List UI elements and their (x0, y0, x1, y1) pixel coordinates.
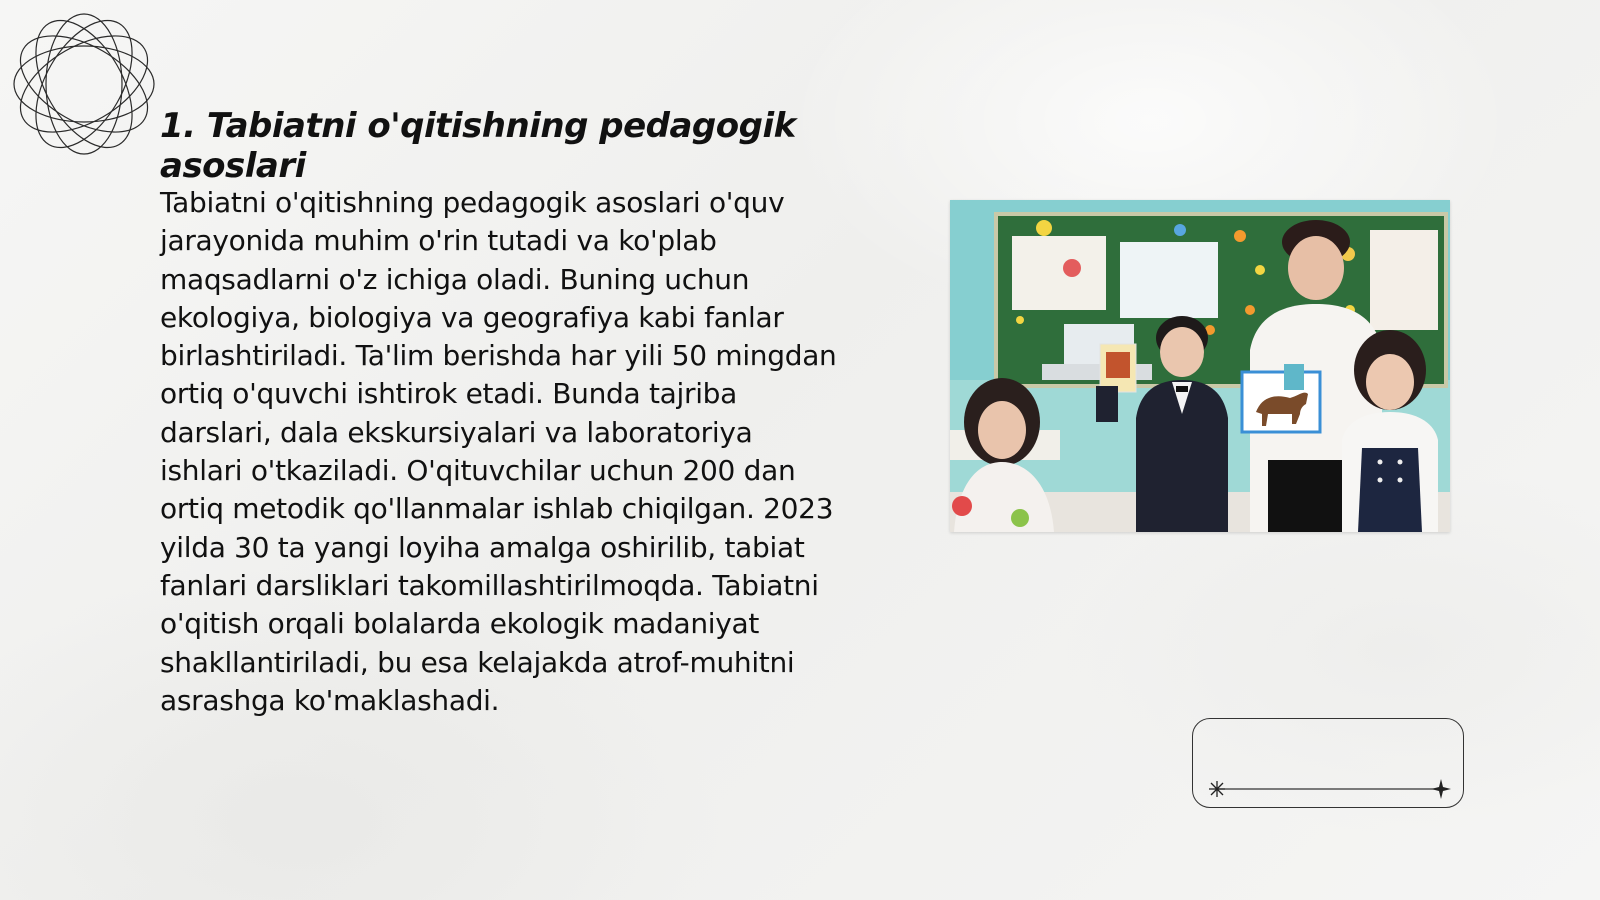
decorative-line (1193, 719, 1465, 809)
body-paragraph: Tabiatni o'qitishning pedagogik asoslari o'quv jarayonida muhim o'rin tutadi va ko'plab maqsadlarni o'z ichiga oladi. Buning uchun ekologiya, biologiya va geografiya kabi fanlar birlashtiriladi. Ta'lim berishda har yili 50 mingdan ortiq o'quvchi ishtirok etadi. Bunda tajriba darslari, dala ekskursiyalari va laboratoriya ishlari o'tkaziladi. O'qituvchilar uchun 200 dan ortiq metodik qo'llanmalar ishlab chiqilgan. 2023 yilda 30 ta yangi loyiha amalga oshirilib, tabiat fanlari darsliklari takomillashtirilmoqda. Tabiatni o'qitish orqali bolalarda ekologik madaniyat shakllantiriladi, bu esa kelajakda atrof-muhitni asrashga ko'maklashadi. (160, 186, 837, 717)
decorative-frame (1192, 718, 1464, 808)
classroom-illustration (950, 200, 1450, 532)
circular-line-ornament-icon (8, 8, 160, 160)
classroom-photo (950, 200, 1450, 532)
four-point-star-icon (1431, 779, 1451, 799)
sparkle-icon (1209, 781, 1225, 797)
slide-title: 1. Tabiatni o'qitishning pedagogik asoslari (160, 106, 796, 186)
